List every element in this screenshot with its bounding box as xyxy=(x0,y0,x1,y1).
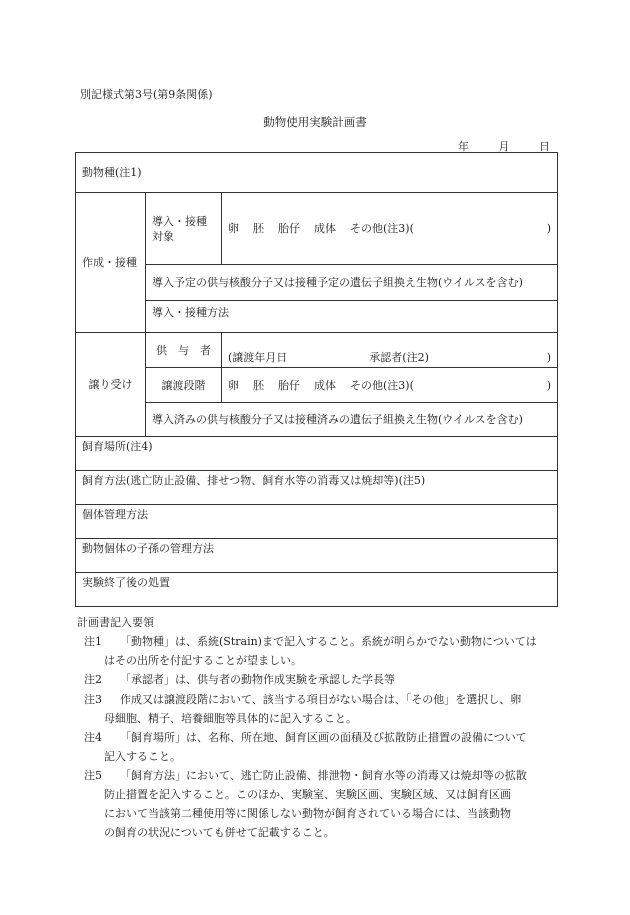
note-number: 注3 xyxy=(84,693,102,706)
close-paren: ) xyxy=(546,222,552,235)
stage-option-adult[interactable]: 成体 xyxy=(314,378,336,392)
note-number: 注2 xyxy=(84,673,102,686)
location-cell[interactable]: 飼育場所(注4) xyxy=(76,437,558,471)
stage-option-egg[interactable]: 卵 xyxy=(228,378,239,392)
location-row xyxy=(76,437,558,471)
species-row xyxy=(76,153,558,193)
creation-vector-row xyxy=(76,265,558,301)
note-text: 「飼育場所」は、名称、所在地、飼育区画の面積及び拡散防止措置の設備について xyxy=(120,731,527,744)
notes-heading: 計画書記入要領 xyxy=(77,616,154,629)
note-number: 注5 xyxy=(84,769,102,782)
disposal-row xyxy=(76,573,558,607)
transfer-vector-row xyxy=(76,403,558,437)
stage-option-fetus[interactable]: 胎仔 xyxy=(278,378,300,392)
note-text: 「承認者」は、供与者の動物作成実験を承認した学長等 xyxy=(120,673,395,686)
note-2 xyxy=(84,670,554,689)
option-fetus[interactable]: 胎仔 xyxy=(278,222,300,235)
note-3 xyxy=(84,690,554,728)
note-5 xyxy=(84,766,554,842)
supplier-label: 供 与 者 xyxy=(146,333,222,368)
option-egg[interactable]: 卵 xyxy=(228,222,239,235)
option-other[interactable]: その他(注3)( xyxy=(350,222,414,235)
note-1 xyxy=(84,632,554,670)
note-text-cont: において当該第二種使用等に関係しない動物が飼育されている場合には、当該動物 xyxy=(104,807,511,820)
breeding-method-row xyxy=(76,471,558,505)
individual-mgmt-row xyxy=(76,505,558,539)
transfer-label: 譲り受け xyxy=(76,333,146,437)
supplier-close-paren: ) xyxy=(546,351,552,364)
stage-label: 譲渡段階 xyxy=(146,368,222,403)
stage-option-embryo[interactable]: 胚 xyxy=(253,378,264,392)
note-text-cont: 母細胞、精子、培養細胞等具体的に記入すること。 xyxy=(104,712,357,725)
stage-row xyxy=(76,368,558,403)
note-text: 「飼育方法」において、逃亡防止設備、排泄物・飼育水等の消毒又は焼却等の拡散 xyxy=(120,769,527,782)
plan-form-table xyxy=(75,152,558,607)
individual-mgmt-cell[interactable]: 個体管理方法 xyxy=(76,505,558,539)
method-cell[interactable]: 導入・接種方法 xyxy=(146,301,558,333)
creation-label: 作成・接種 xyxy=(76,193,146,333)
supplier-cell[interactable] xyxy=(222,333,558,368)
note-text: 作成又は譲渡段階において、該当する項目がない場合は、「その他」を選択し、卵 xyxy=(120,693,522,706)
date-month: 月 xyxy=(498,140,510,153)
stage-options[interactable] xyxy=(222,368,558,403)
stage-close-paren: ) xyxy=(546,378,552,392)
supplier-row xyxy=(76,333,558,368)
note-text: 「動物種」は、系統(Strain)まで記入すること。系統が明らかでない動物については xyxy=(120,635,537,648)
transfer-date: (譲渡年月日 xyxy=(228,351,288,364)
creation-options[interactable] xyxy=(222,193,558,265)
date-day: 日 xyxy=(539,140,550,153)
note-text-cont: はその出所を付記することが望ましい。 xyxy=(104,654,302,667)
creation-vector-cell[interactable]: 導入予定の供与核酸分子又は接種予定の遺伝子組換え生物(ウイルスを含む) xyxy=(146,265,558,301)
target-label: 導入・接種対象 xyxy=(146,193,222,265)
offspring-mgmt-cell[interactable]: 動物個体の子孫の管理方法 xyxy=(76,539,558,573)
note-4 xyxy=(84,728,554,766)
option-adult[interactable]: 成体 xyxy=(314,222,336,235)
note-number: 注4 xyxy=(84,731,102,744)
note-text-cont: 防止措置を記入すること。このほか、実験室、実験区画、実験区域、又は飼育区画 xyxy=(104,788,511,801)
creation-target-row xyxy=(76,193,558,265)
disposal-cell[interactable]: 実験終了後の処置 xyxy=(76,573,558,607)
species-cell[interactable]: 動物種(注1) xyxy=(76,153,558,193)
form-number: 別記様式第3号(第9条関係) xyxy=(80,88,213,101)
note-text-cont: 記入すること。 xyxy=(104,750,181,763)
date-year: 年 xyxy=(458,140,469,153)
stage-option-other[interactable]: その他(注3)( xyxy=(350,378,414,392)
breeding-method-cell[interactable]: 飼育方法(逃亡防止設備、排せつ物、飼育水等の消毒又は焼却等)(注5) xyxy=(76,471,558,505)
document-title: 動物使用実験計画書 xyxy=(263,115,367,129)
note-text-cont: の飼育の状況についても併せて記載すること。 xyxy=(104,826,335,839)
transfer-vector-cell[interactable]: 導入済みの供与核酸分子又は接種済みの遺伝子組換え生物(ウイルスを含む) xyxy=(146,403,558,437)
option-embryo[interactable]: 胚 xyxy=(253,222,264,235)
method-row xyxy=(76,301,558,333)
offspring-mgmt-row xyxy=(76,539,558,573)
approver-label: 承認者(注2) xyxy=(369,351,429,364)
note-number: 注1 xyxy=(84,635,102,648)
